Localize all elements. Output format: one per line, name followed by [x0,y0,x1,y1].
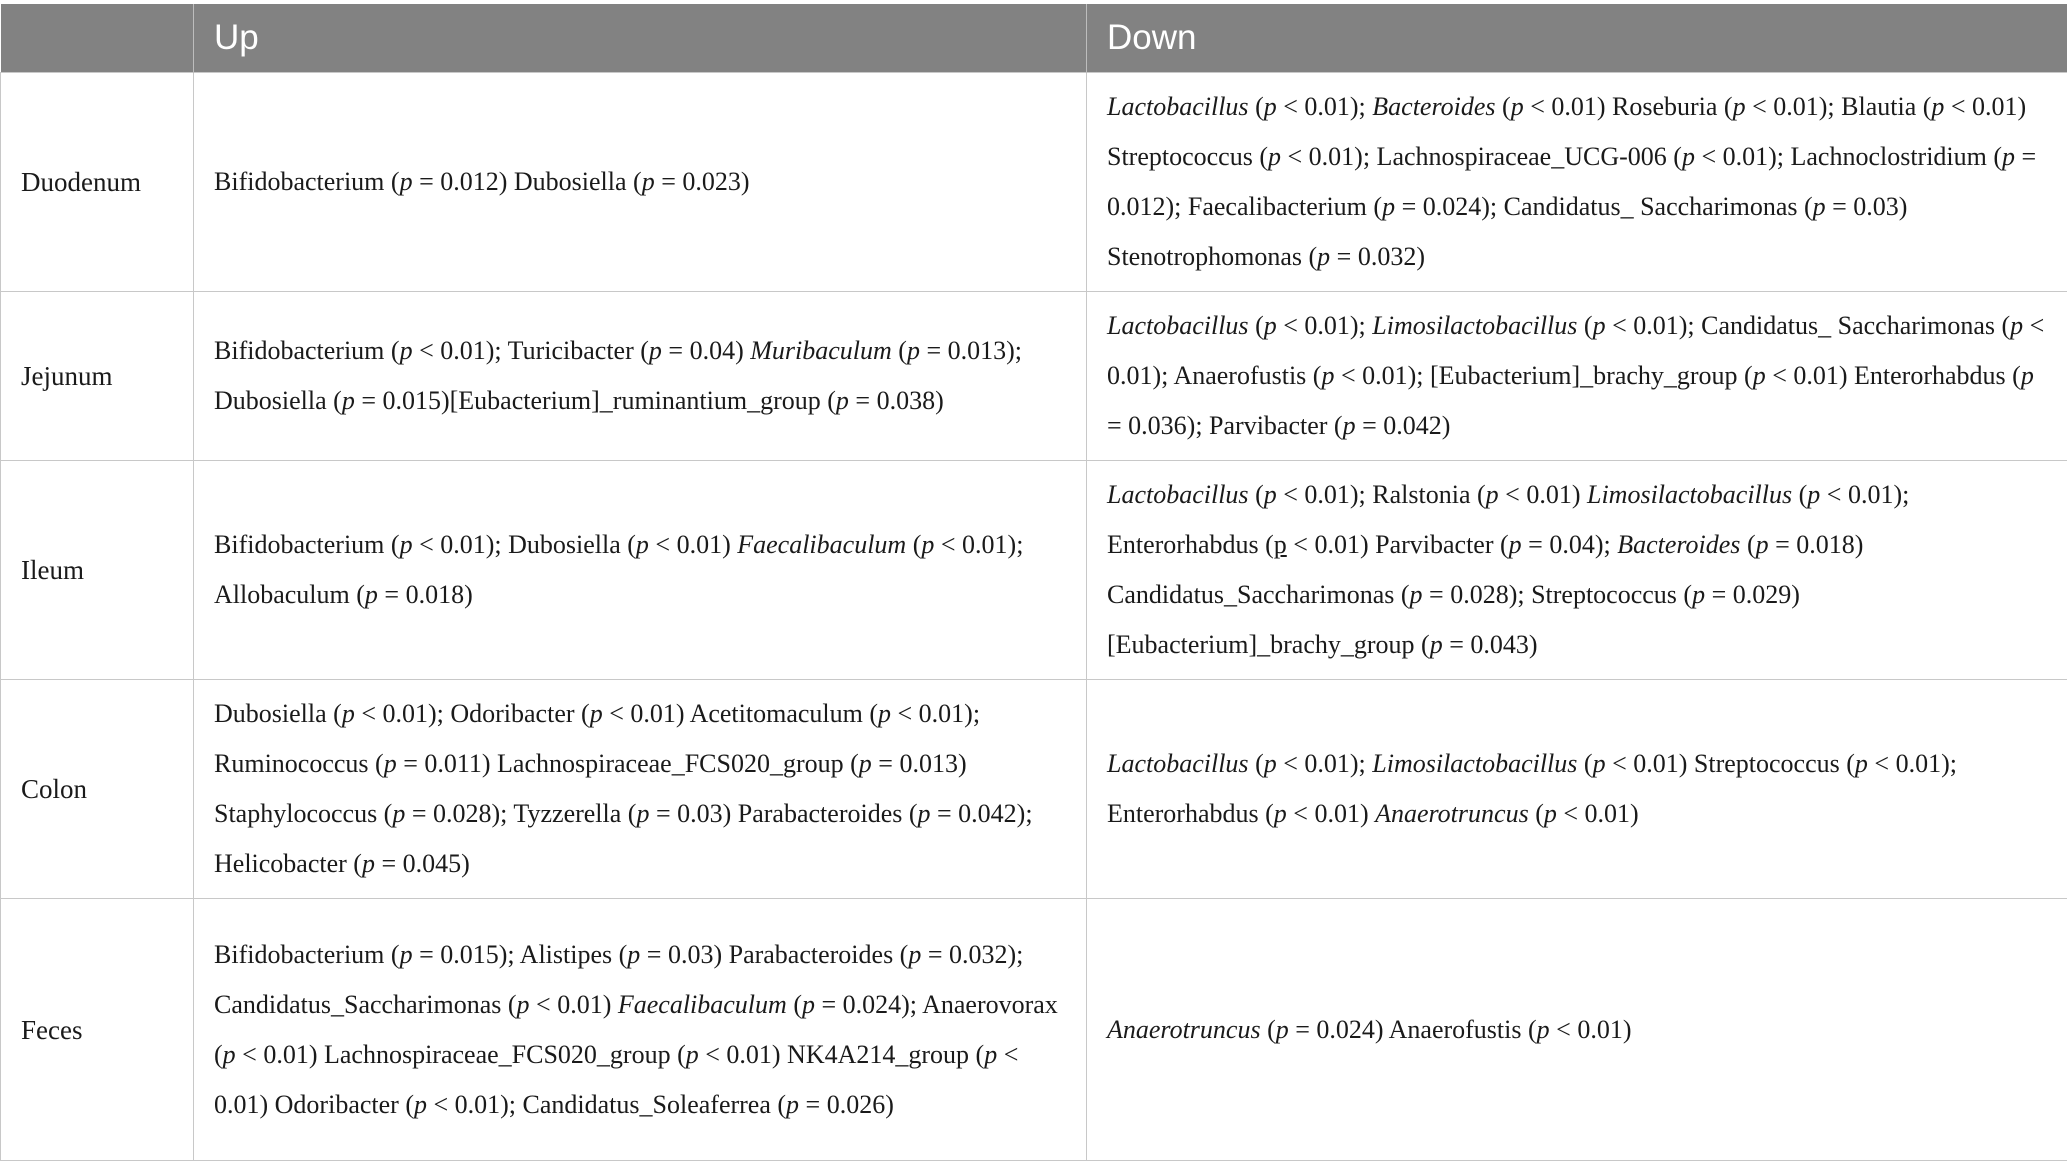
text-segment: = 0.038) [849,386,944,415]
text-segment: Muribaculum [750,336,892,365]
text-segment: ( [1529,799,1544,828]
text-segment: = 0.028); Tyzzerella ( [405,799,636,828]
text-segment: p [1321,361,1334,390]
down-cell-duodenum [1087,73,2067,292]
text-segment: = 0.03) Parabacteroides ( [649,799,917,828]
text-segment: < 0.01) Streptococcus ( [1107,92,2026,171]
text-segment: ( [787,990,802,1019]
text-segment: < 0.01) Streptococcus ( [1606,749,1855,778]
header-down: Down [1087,4,2067,73]
text-segment: p [362,849,375,878]
text-segment: p [2010,311,2023,340]
text-segment: p [1931,92,1944,121]
text-segment: ( [1249,92,1264,121]
text-segment: p [384,749,397,778]
down-cell-feces [1087,899,2067,1161]
text-segment: = 0.026) [799,1090,894,1119]
text-segment: ( [1249,480,1264,509]
text-segment: p [1317,242,1330,271]
text-segment: p [342,699,355,728]
text-segment: < 0.01) Acetitomaculum ( [603,699,878,728]
down-cell-ileum [1087,461,2067,680]
table-row [1,73,2067,292]
text-segment: < 0.01); Enterorhabdus ( [1107,749,1957,828]
text-segment: p [1807,480,1820,509]
header-region [1,4,194,73]
text-segment: p [908,940,921,969]
text-segment: = 0.032); Candidatus_Saccharimonas ( [214,940,1023,1019]
text-segment: ( [1577,311,1592,340]
text-segment: p [642,167,655,196]
text-segment: p [1264,92,1277,121]
text-segment: < 0.01); Turicibacter ( [413,336,649,365]
text-segment: < 0.01); Lachnoclostridium ( [1695,142,2002,171]
text-segment: < 0.01); Ralstonia ( [1277,480,1486,509]
text-segment: < 0.01) [1557,799,1639,828]
text-segment: < 0.01) [649,530,737,559]
text-segment: < 0.01) [1550,1015,1632,1044]
text-segment: ( [1249,311,1264,340]
text-segment: Limosilactobacillus [1372,311,1577,340]
text-segment: p [1410,580,1423,609]
text-segment: p [802,990,815,1019]
up-cell-jejunum [194,292,1087,461]
text-segment: = 0.024); Candidatus_ Saccharimonas ( [1395,192,1813,221]
text-segment: p [342,386,355,415]
text-segment: < 0.01); [1277,749,1373,778]
text-segment: < 0.01); [Eubacterium]_brachy_group ( [1334,361,1752,390]
text-segment: p [517,990,530,1019]
text-segment: = 0.043) [1443,630,1538,659]
text-segment: < 0.01); Enterorhabdus ( [1107,480,1909,559]
header-row [1,4,2067,73]
text-segment: = 0.023) [655,167,750,196]
table-row [1,292,2067,461]
text-segment: p [1756,530,1769,559]
text-segment: p [1274,799,1287,828]
text-segment: = 0.018) Candidatus_Saccharimonas ( [1107,530,1863,609]
text-segment: p [1382,192,1395,221]
text-segment: Bacteroides [1617,530,1740,559]
text-segment: p [400,336,413,365]
text-segment: < 0.01) Odoribacter ( [214,1040,1018,1119]
text-segment: Lactobacillus [1107,749,1249,778]
text-segment: Bifidobacterium ( [214,167,400,196]
down-cell-colon [1087,680,2067,899]
text-segment: = 0.042) [1356,411,1451,440]
region-cell-duodenum: Duodenum [1,73,194,292]
text-segment: p [1593,749,1606,778]
text-segment: p [1855,749,1868,778]
text-segment: p [392,799,405,828]
text-segment: = 0.018) [378,580,473,609]
text-segment: p [627,940,640,969]
text-segment: p [1274,530,1287,559]
text-segment: Lactobacillus [1107,92,1249,121]
text-segment: < 0.01); Dubosiella ( [413,530,636,559]
text-segment: p [400,530,413,559]
text-segment: Limosilactobacillus [1372,749,1577,778]
text-segment: < 0.01) Lachnospiraceae_FCS020_group ( [236,1040,686,1069]
up-cell-feces [194,899,1087,1161]
text-segment: p [1682,142,1695,171]
text-segment: < 0.01) Roseburia ( [1524,92,1733,121]
text-segment: < 0.01) [1499,480,1587,509]
text-segment: = 0.011) Lachnospiraceae_FCS020_group ( [397,749,859,778]
text-segment: = 0.015)[Eubacterium]_ruminantium_group ( [355,386,836,415]
text-segment: Anaerotruncus [1375,799,1529,828]
text-segment: < 0.01) Parvibacter ( [1287,530,1509,559]
text-segment: Anaerotruncus [1107,1015,1261,1044]
text-segment: = 0.04) [662,336,750,365]
text-segment: p [2002,142,2015,171]
table-row [1,680,2067,899]
taxa-change-table [0,4,2067,1161]
text-segment: p [400,940,413,969]
table-row [1,899,2067,1161]
text-segment: = 0.045) [375,849,470,878]
text-segment: p [1509,530,1522,559]
text-segment: Lactobacillus [1107,311,1249,340]
text-segment: < 0.01); Candidatus_ Saccharimonas ( [1606,311,2011,340]
text-segment: p [984,1040,997,1069]
text-segment: = 0.013); Dubosiella ( [214,336,1022,415]
text-segment: p [686,1040,699,1069]
up-cell-colon [194,680,1087,899]
text-segment: p [1511,92,1524,121]
text-segment: p [1733,92,1746,121]
text-segment: p [1753,361,1766,390]
text-segment: p [1544,799,1557,828]
text-segment: p [1276,1015,1289,1044]
text-segment: p [1593,311,1606,340]
text-segment: Bifidobacterium ( [214,530,400,559]
text-segment: p [590,699,603,728]
text-segment: p [636,530,649,559]
text-segment: p [1268,142,1281,171]
text-segment: = 0.028); Streptococcus ( [1423,580,1693,609]
text-segment: < 0.01) [1287,799,1375,828]
text-segment: p [918,799,931,828]
text-segment: p [921,530,934,559]
text-segment: Limosilactobacillus [1587,480,1792,509]
region-cell-jejunum: Jejunum [1,292,194,461]
text-segment: = 0.015); Alistipes ( [413,940,628,969]
text-segment: p [907,336,920,365]
text-segment: = 0.024); Anaerovorax ( [214,990,1058,1069]
text-segment: = 0.024) Anaerofustis ( [1289,1015,1537,1044]
text-segment: = 0.013) Staphylococcus ( [214,749,967,828]
text-segment: < 0.01) Enterorhabdus ( [1766,361,2021,390]
text-segment: p [400,167,413,196]
text-segment: p [1343,411,1356,440]
text-segment: Bifidobacterium ( [214,336,400,365]
text-segment: p [636,799,649,828]
text-segment: Dubosiella ( [214,699,342,728]
text-segment: Bifidobacterium ( [214,940,400,969]
text-segment: < 0.01); Candidatus_Soleaferrea ( [427,1090,786,1119]
text-segment: p [1430,630,1443,659]
text-segment: ( [1496,92,1511,121]
text-segment: p [786,1090,799,1119]
table-row [1,461,2067,680]
text-segment: ( [1740,530,1755,559]
text-segment: = 0.012); Faecalibacterium ( [1107,142,2036,221]
region-cell-colon: Colon [1,680,194,899]
header-up: Up [194,4,1087,73]
text-segment: p [2021,361,2034,390]
table-body [1,73,2067,1161]
region-cell-ileum: Ileum [1,461,194,680]
text-segment: ( [906,530,921,559]
text-segment: < 0.01); [1277,92,1373,121]
text-segment: < 0.01); Lachnospiraceae_UCG-006 ( [1281,142,1682,171]
text-segment: Lactobacillus [1107,480,1249,509]
text-segment: < 0.01); Allobaculum ( [214,530,1023,609]
text-segment: p [365,580,378,609]
text-segment: p [836,386,849,415]
text-segment: p [1813,192,1826,221]
text-segment: = 0.012) Dubosiella ( [413,167,642,196]
text-segment: < 0.01); Blautia ( [1746,92,1932,121]
text-segment: = 0.04); [1522,530,1618,559]
text-segment: ( [1792,480,1807,509]
text-segment: Bacteroides [1372,92,1495,121]
text-segment: p [649,336,662,365]
text-segment: = 0.042); Helicobacter ( [214,799,1033,878]
text-segment: < 0.01) [530,990,618,1019]
text-segment: p [1486,480,1499,509]
region-cell-feces: Feces [1,899,194,1161]
text-segment: = 0.032) [1330,242,1425,271]
text-segment: p [1537,1015,1550,1044]
text-segment: Faecalibaculum [618,990,787,1019]
text-segment: p [414,1090,427,1119]
text-segment: = 0.029) [Eubacterium]_brachy_group ( [1107,580,1800,659]
text-segment: p [1692,580,1705,609]
text-segment: ( [1249,749,1264,778]
down-cell-jejunum [1087,292,2067,461]
text-segment: < 0.01); Odoribacter ( [355,699,590,728]
text-segment: < 0.01); [1277,311,1373,340]
text-segment: = 0.03) Parabacteroides ( [640,940,908,969]
text-segment: p [859,749,872,778]
text-segment: = 0.03) Stenotrophomonas ( [1107,192,1907,271]
text-segment: ( [1577,749,1592,778]
text-segment: ( [892,336,907,365]
text-segment: < 0.01); Ruminococcus ( [214,699,980,778]
text-segment: Faecalibaculum [737,530,906,559]
results-table-container [0,4,2067,1161]
text-segment: < 0.01); Anaerofustis ( [1107,311,2044,390]
text-segment: p [1264,749,1277,778]
text-segment: p [878,699,891,728]
up-cell-duodenum [194,73,1087,292]
text-segment: p [223,1040,236,1069]
text-segment: p [1264,311,1277,340]
table-header [1,4,2067,73]
text-segment: = 0.036); Parvibacter ( [1107,411,1343,440]
text-segment: p [1264,480,1277,509]
text-segment: ( [1261,1015,1276,1044]
up-cell-ileum [194,461,1087,680]
text-segment: < 0.01) NK4A214_group ( [699,1040,984,1069]
